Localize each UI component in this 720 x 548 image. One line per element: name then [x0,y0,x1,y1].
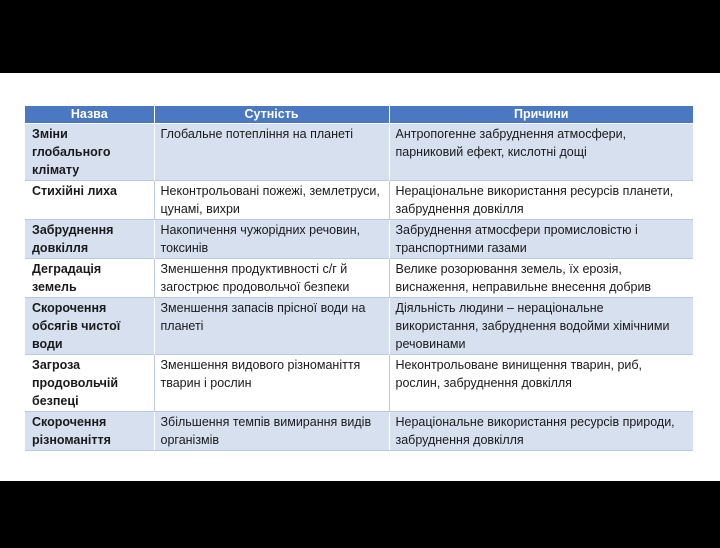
table-body [25,124,693,451]
row-name: Скорочення обсягів чистої води [25,298,154,355]
row-causes: Діяльність людини – нераціональне використання, забруднення водойми хімічними речовинами [389,298,693,355]
row-essence: Зменшення видового різноманіття тварин і рослин [154,355,389,412]
row-name: Загроза продовольчій безпеці [25,355,154,412]
table-row [25,181,693,220]
table-row [25,355,693,412]
problems-table-container [25,106,693,451]
table-row [25,412,693,451]
row-essence: Неконтрольовані пожежі, землетруси, цунамі, вихри [154,181,389,220]
header-row [25,106,693,124]
header-essence: Сутність [154,106,389,124]
row-essence: Глобальне потепління на планеті [154,124,389,181]
row-causes: Антропогенне забруднення атмосфери, парниковий ефект, кислотні дощі [389,124,693,181]
table-row [25,124,693,181]
bottom-black-bar [0,481,720,548]
row-causes: Нераціональне використання ресурсів планети, забруднення довкілля [389,181,693,220]
row-essence: Збільшення темпів вимирання видів організмів [154,412,389,451]
row-causes: Нераціональне використання ресурсів природи, забруднення довкілля [389,412,693,451]
row-name: Деградація земель [25,259,154,298]
row-causes: Велике розорювання земель, їх ерозія, виснаження, неправильне внесення добрив [389,259,693,298]
top-black-bar [0,0,720,73]
row-essence: Накопичення чужорідних речовин, токсинів [154,220,389,259]
problems-table [25,106,693,451]
header-causes: Причини [389,106,693,124]
row-causes: Забруднення атмосфери промисловістю і транспортними газами [389,220,693,259]
row-name: Зміни глобального клімату [25,124,154,181]
row-essence: Зменшення продуктивності с/г й загострює продовольчої безпеки [154,259,389,298]
table-row [25,259,693,298]
row-causes: Неконтрольоване винищення тварин, риб, рослин, забруднення довкілля [389,355,693,412]
row-essence: Зменшення запасів прісної води на планеті [154,298,389,355]
table-row [25,220,693,259]
table-row [25,298,693,355]
row-name: Скорочення різноманіття [25,412,154,451]
document-page [0,73,720,481]
row-name: Забруднення довкілля [25,220,154,259]
table-header [25,106,693,124]
header-name: Назва [25,106,154,124]
row-name: Стихійні лиха [25,181,154,220]
